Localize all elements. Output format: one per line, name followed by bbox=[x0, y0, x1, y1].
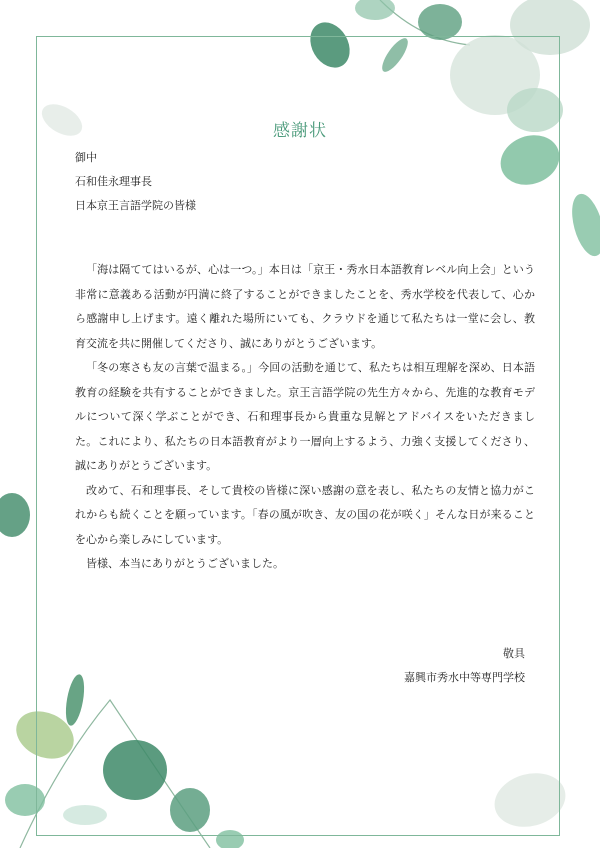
letter-body bbox=[75, 258, 535, 577]
addressee-line: 御中 bbox=[75, 151, 97, 164]
body-paragraph: 改めて、石和理事長、そして貴校の皆様に深い感謝の意を表し、私たちの友情と協力がこれからも続くことを願っています。「春の風が吹き、友の国の花が咲く」そんな日が来ることを心から楽しみにしています。 bbox=[75, 483, 535, 546]
addressee-block bbox=[75, 146, 196, 218]
page-title: 感謝状 bbox=[273, 121, 327, 141]
body-paragraph: 「海は隔ててはいるが、心は一つ。」本日は「京王・秀水日本語教育レベル向上会」という非常に意義ある活動が円満に終了することができましたことを、秀水学校を代表して、心から感謝申し上げます。遠く離れた場所にいても、クラウドを通じて私たちは一堂に会し、教育交流を共に開催してくださり、誠にありがとうございます。 bbox=[75, 263, 535, 350]
closing-salutation: 敬具 bbox=[503, 647, 525, 660]
leaf-left-edge-icon bbox=[0, 493, 30, 537]
addressee-line: 日本京王言語学院の皆様 bbox=[75, 199, 196, 212]
sender-name: 嘉興市秀水中等専門学校 bbox=[404, 671, 525, 684]
addressee-line: 石和佳永理事長 bbox=[75, 175, 152, 188]
closing-block bbox=[404, 642, 525, 690]
body-paragraph: 皆様、本当にありがとうございました。 bbox=[86, 557, 284, 570]
body-paragraph: 「冬の寒さも友の言葉で温まる。」今回の活動を通じて、私たちは相互理解を深め、日本語教育の経験を共有することができました。京王言語学院の先生方々から、先進的な教育モデルについて深く学ぶことができ、石和理事長から貴重な見解とアドバイスをいただきました。これにより、私たちの日本語教育がより一層向上するよう、力強く支援してくださり、誠にありがとうございます。 bbox=[75, 361, 535, 472]
